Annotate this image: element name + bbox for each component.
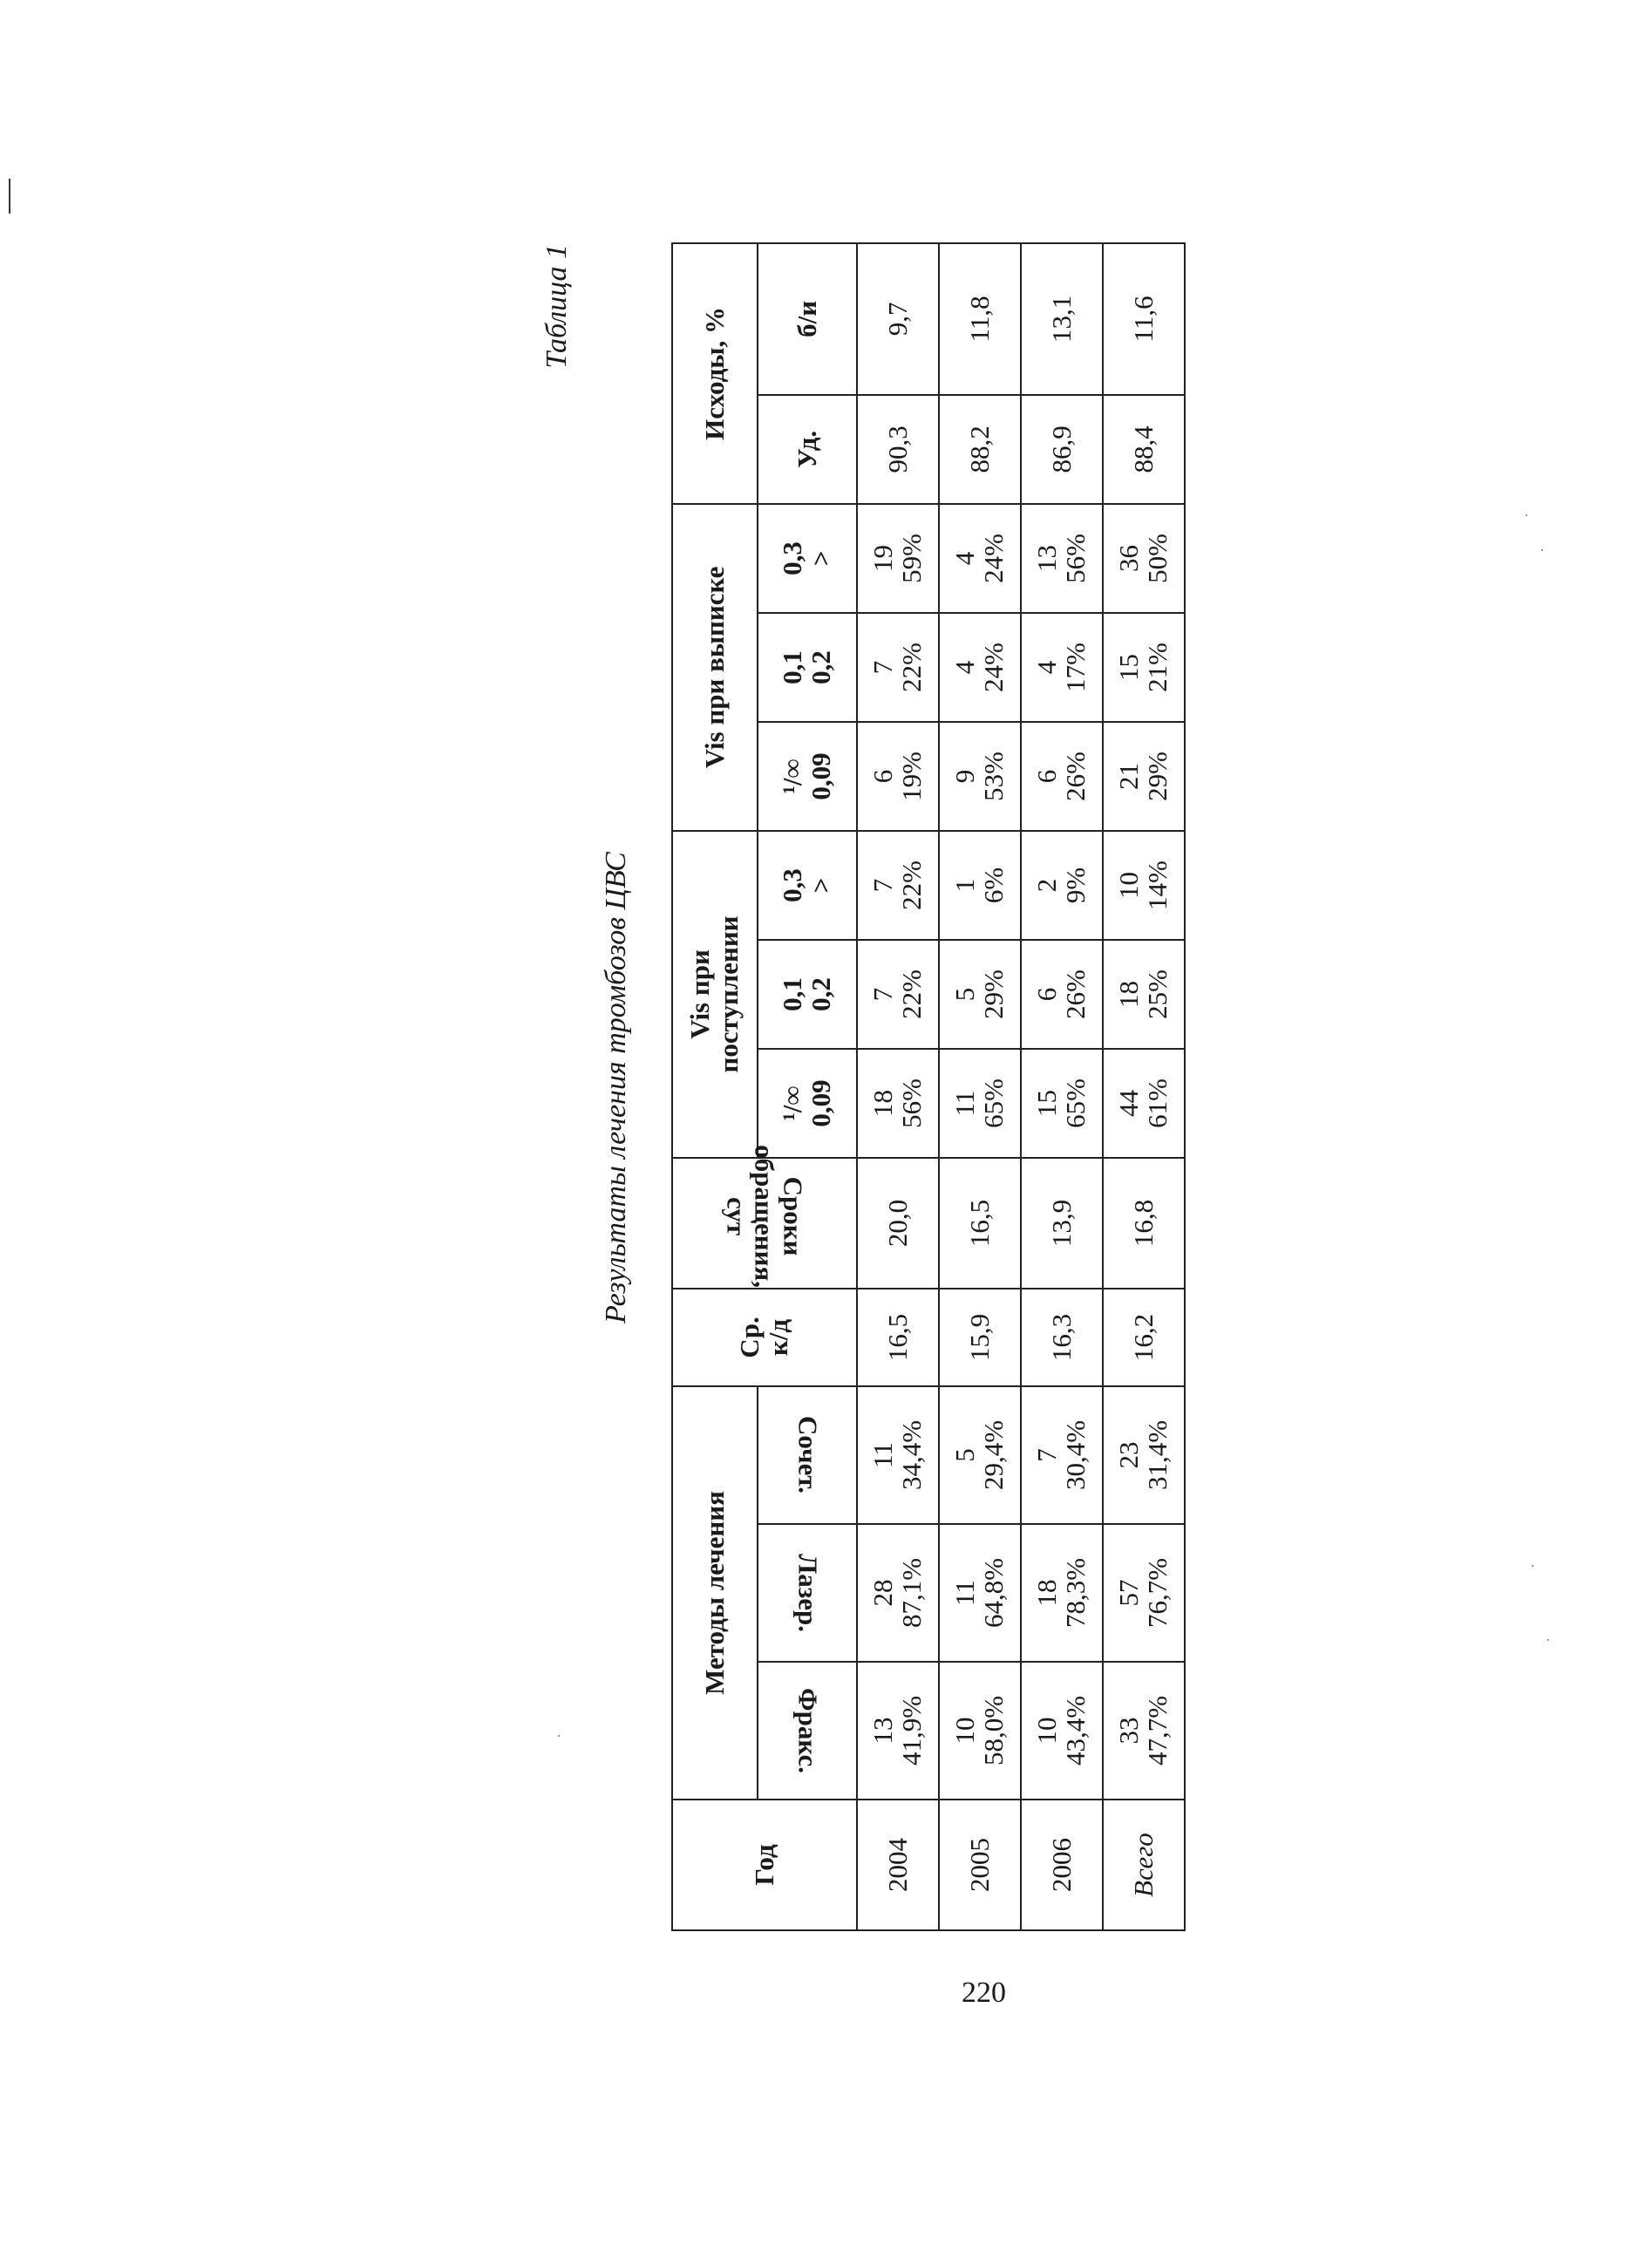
- header-method-combined-text: Сочет.: [792, 1416, 824, 1494]
- cell-terms: [857, 1158, 939, 1289]
- cell-vis-admission-value: 6%: [978, 867, 1009, 904]
- cell-vis-admission: [857, 831, 939, 940]
- cell-method-value: 30,4%: [1060, 1419, 1091, 1491]
- cell-outcome: [939, 243, 1021, 395]
- header-methods-group: Методы лечения: [672, 1386, 758, 1800]
- cell-vis-discharge-value: 56%: [1060, 534, 1091, 583]
- cell-method-value: 28: [867, 1579, 899, 1607]
- cell-vis-discharge-value: 26%: [1060, 752, 1091, 801]
- header-method-combined: [758, 1386, 857, 1524]
- header-vis-dis-col-1: [758, 722, 857, 831]
- cell-vis-discharge-value: 4: [949, 551, 981, 566]
- scan-speck: [1541, 549, 1543, 551]
- cell-method: [939, 1524, 1021, 1662]
- cell-method-value: 33: [1113, 1717, 1145, 1745]
- cell-vis-discharge: [939, 722, 1021, 831]
- header-terms-flipped: [722, 1145, 807, 1288]
- cell-avg-kd: [857, 1289, 939, 1386]
- cell-vis-admission-value: 61%: [1142, 1078, 1173, 1128]
- cell-avg-kd: [1103, 1289, 1185, 1386]
- header-vis-adm-col-2: [758, 940, 857, 1049]
- header-avg-kd-line1: Ср.: [734, 1317, 765, 1358]
- cell-method-value: 23: [1113, 1441, 1145, 1469]
- cell-outcome: [857, 395, 939, 504]
- cell-method-value: 11: [949, 1580, 981, 1606]
- cell-outcome: [1103, 243, 1185, 395]
- vis-col-label: ¹/∞: [777, 1085, 808, 1121]
- vis-col-label: 0,3: [777, 868, 808, 902]
- cell-vis-admission-value: 9%: [1060, 867, 1091, 904]
- page-number: 220: [962, 1977, 1006, 2009]
- cell-method: [1103, 1386, 1185, 1524]
- table-body: [857, 243, 1185, 1930]
- cell-vis-discharge-value: 7: [867, 660, 899, 675]
- cell-vis-discharge-value: 21%: [1142, 643, 1173, 692]
- cell-method-value: 5: [949, 1448, 981, 1462]
- cell-vis-admission-value: 11: [949, 1090, 981, 1117]
- vis-col-label: 0,09: [806, 752, 836, 800]
- header-vis-adm-col-1: [758, 1049, 857, 1158]
- cell-vis-admission: [939, 940, 1021, 1049]
- vis-col-label: 0,2: [806, 650, 836, 684]
- cell-outcome-value: 86,9: [1045, 425, 1077, 473]
- cell-vis-discharge-value: 4: [949, 660, 981, 675]
- cell-vis-admission-value: 14%: [1142, 861, 1173, 910]
- vis-col-label: >: [806, 550, 836, 567]
- cell-outcome-value: 13,1: [1045, 295, 1077, 344]
- cell-outcome-value: 88,4: [1127, 425, 1159, 473]
- cell-method-value: 11: [867, 1442, 899, 1468]
- cell-vis-admission-value: 7: [867, 987, 899, 1002]
- cell-method-value: 34,4%: [896, 1419, 927, 1491]
- cell-vis-discharge: [1103, 613, 1185, 722]
- cell-vis-admission-value: 25%: [1142, 970, 1173, 1019]
- cell-vis-discharge-value: 17%: [1060, 643, 1091, 692]
- cell-avg-kd-value: 16,5: [881, 1313, 913, 1362]
- cell-vis-discharge-value: 4: [1031, 660, 1063, 675]
- cell-method-value: 76,7%: [1142, 1557, 1173, 1629]
- header-row-columns: [758, 243, 857, 1930]
- header-vis-admission: [672, 831, 758, 1158]
- cell-method-value: 87,1%: [896, 1557, 927, 1629]
- cell-vis-admission: [1021, 831, 1103, 940]
- cell-method: [939, 1386, 1021, 1524]
- cell-year-value: Всего: [1127, 1833, 1159, 1897]
- vis-col-label: 0,3: [777, 541, 808, 575]
- cell-vis-admission: [1021, 940, 1103, 1049]
- cell-year-value: 2004: [881, 1838, 913, 1892]
- cell-vis-admission-value: 18: [1113, 980, 1145, 1008]
- header-outcomes-group: Исходы, %: [672, 243, 758, 504]
- cell-terms-value: 13,9: [1045, 1199, 1077, 1248]
- cell-terms: [939, 1158, 1021, 1289]
- cell-method: [857, 1386, 939, 1524]
- cell-outcome-value: 90,3: [881, 425, 913, 473]
- header-avg-kd-line2: к/д: [763, 1318, 793, 1357]
- cell-vis-discharge-value: 50%: [1142, 534, 1173, 583]
- scan-speck: [1526, 514, 1527, 516]
- cell-terms: [1021, 1158, 1103, 1289]
- header-row-groups: [672, 243, 758, 1930]
- cell-vis-admission-value: 56%: [896, 1078, 927, 1128]
- cell-terms-value: 16,5: [963, 1199, 995, 1248]
- cell-year-value: 2006: [1045, 1838, 1077, 1892]
- table-title: Результаты лечения тромбозов ЦВС: [600, 852, 632, 1323]
- cell-vis-admission-value: 10: [1113, 871, 1145, 899]
- vis-col-label: ¹/∞: [777, 759, 808, 794]
- cell-vis-admission: [1103, 940, 1185, 1049]
- cell-vis-admission-value: 65%: [978, 1078, 1009, 1128]
- header-terms-line2: сут: [721, 1196, 752, 1236]
- cell-method-value: 78,3%: [1060, 1557, 1091, 1629]
- cell-method-value: 13: [867, 1717, 899, 1745]
- cell-method: [1103, 1524, 1185, 1662]
- cell-method-value: 57: [1113, 1579, 1145, 1607]
- cell-method-value: 43,4%: [1060, 1695, 1091, 1766]
- header-avg-kd: [672, 1289, 857, 1386]
- cell-vis-admission-value: 65%: [1060, 1078, 1091, 1128]
- header-terms-line1: Сроки обращения,: [750, 1145, 809, 1288]
- cell-vis-admission-value: 26%: [1060, 970, 1091, 1019]
- cell-terms-value: 16,8: [1127, 1199, 1159, 1248]
- cell-year: [1021, 1800, 1103, 1930]
- cell-outcome: [857, 243, 939, 395]
- cell-vis-discharge: [939, 613, 1021, 722]
- cell-vis-admission-value: 18: [867, 1089, 899, 1117]
- vis-col-label: 0,09: [806, 1079, 836, 1127]
- cell-method-value: 41,9%: [896, 1695, 927, 1766]
- header-outcome-improved: Уд.: [758, 395, 857, 504]
- cell-terms: [1103, 1158, 1185, 1289]
- cell-vis-admission: [857, 1049, 939, 1158]
- cell-vis-discharge-value: 24%: [978, 534, 1009, 583]
- cell-vis-discharge-value: 9: [949, 769, 981, 784]
- cell-outcome: [1021, 243, 1103, 395]
- cell-outcome-value: 11,8: [963, 296, 995, 343]
- cell-vis-discharge-value: 53%: [978, 752, 1009, 801]
- cell-method-value: 7: [1031, 1448, 1063, 1462]
- cell-method: [1103, 1662, 1185, 1800]
- cell-vis-discharge: [1021, 613, 1103, 722]
- cell-year: [1103, 1800, 1185, 1930]
- cell-method-value: 64,8%: [978, 1557, 1009, 1629]
- cell-vis-admission: [939, 831, 1021, 940]
- header-method-laser: [758, 1524, 857, 1662]
- cell-outcome: [939, 395, 1021, 504]
- cell-method: [1021, 1662, 1103, 1800]
- cell-vis-discharge: [857, 504, 939, 613]
- cell-outcome: [1021, 395, 1103, 504]
- header-method-laser-text: Лазер.: [792, 1554, 824, 1632]
- cell-vis-admission-value: 22%: [896, 970, 927, 1019]
- table-row: [857, 243, 939, 1930]
- header-method-fraks-text: Фракс.: [792, 1688, 824, 1773]
- cell-avg-kd-value: 16,2: [1127, 1313, 1159, 1362]
- cell-method-value: 10: [1031, 1717, 1063, 1745]
- cell-outcome: [1103, 395, 1185, 504]
- scan-speck: [1532, 1565, 1533, 1567]
- header-vis-admission-line1: Vis при: [684, 949, 716, 1039]
- cell-vis-admission-value: 29%: [978, 970, 1009, 1019]
- cell-vis-admission: [939, 1049, 1021, 1158]
- cell-vis-admission-value: 6: [1031, 987, 1063, 1002]
- header-vis-dis-col-2: [758, 613, 857, 722]
- cell-method: [857, 1524, 939, 1662]
- header-year: Год: [672, 1800, 857, 1930]
- cell-vis-admission-value: 1: [949, 878, 981, 893]
- header-vis-dis-col-3: [758, 504, 857, 613]
- cell-method-value: 58,0%: [978, 1695, 1009, 1766]
- cell-vis-discharge-value: 24%: [978, 643, 1009, 692]
- cell-vis-discharge-value: 59%: [896, 534, 927, 583]
- cell-method: [1021, 1386, 1103, 1524]
- cell-vis-admission-value: 2: [1031, 878, 1063, 893]
- header-method-fraks: [758, 1662, 857, 1800]
- cell-outcome-value: 9,7: [881, 302, 913, 337]
- cell-vis-discharge-value: 22%: [896, 643, 927, 692]
- cell-avg-kd-value: 15,9: [963, 1313, 995, 1362]
- cell-vis-discharge-value: 6: [867, 769, 899, 784]
- cell-avg-kd: [939, 1289, 1021, 1386]
- cell-vis-admission-value: 15: [1031, 1089, 1063, 1117]
- header-terms: [672, 1145, 857, 1289]
- vis-col-label: >: [806, 877, 836, 894]
- cell-vis-discharge-value: 29%: [1142, 752, 1173, 801]
- cell-vis-discharge-value: 19: [867, 544, 899, 572]
- cell-vis-admission: [1103, 831, 1185, 940]
- cell-year: [939, 1800, 1021, 1930]
- cell-vis-discharge-value: 13: [1031, 544, 1063, 572]
- cell-avg-kd: [1021, 1289, 1103, 1386]
- cell-method-value: 10: [949, 1717, 981, 1745]
- cell-year: [857, 1800, 939, 1930]
- scan-artifact: [9, 179, 10, 214]
- cell-vis-admission-value: 22%: [896, 861, 927, 910]
- cell-vis-discharge: [1103, 504, 1185, 613]
- header-outcome-unchanged: б/и: [758, 243, 857, 395]
- cell-vis-discharge: [857, 722, 939, 831]
- cell-vis-admission: [857, 940, 939, 1049]
- cell-year-value: 2005: [963, 1838, 995, 1892]
- cell-outcome-value: 88,2: [963, 425, 995, 473]
- cell-vis-discharge-value: 15: [1113, 653, 1145, 681]
- table-row: [939, 243, 1021, 1930]
- table-row: [1021, 243, 1103, 1930]
- cell-method-value: 29,4%: [978, 1419, 1009, 1491]
- cell-vis-discharge: [939, 504, 1021, 613]
- cell-vis-admission-value: 44: [1113, 1089, 1145, 1117]
- cell-vis-admission: [1103, 1049, 1185, 1158]
- cell-terms-value: 20,0: [881, 1199, 913, 1248]
- vis-col-label: 0,1: [777, 650, 808, 684]
- cell-vis-discharge: [1021, 722, 1103, 831]
- rotated-table-page: [540, 244, 1325, 1931]
- table-row: [1103, 243, 1185, 1930]
- cell-method: [939, 1662, 1021, 1800]
- vis-col-label: 0,1: [777, 977, 808, 1011]
- scan-speck: [1547, 1639, 1549, 1641]
- cell-vis-discharge-value: 36: [1113, 544, 1145, 572]
- cell-method: [857, 1662, 939, 1800]
- cell-vis-admission: [1021, 1049, 1103, 1158]
- header-vis-admission-line2: поступлении: [713, 915, 744, 1073]
- cell-outcome-value: 11,6: [1127, 296, 1159, 343]
- vis-col-label: 0,2: [806, 977, 836, 1011]
- cell-method-value: 31,4%: [1142, 1419, 1173, 1491]
- results-table: [671, 242, 1186, 1931]
- cell-method-value: 18: [1031, 1579, 1063, 1607]
- table-caption: Таблица 1: [540, 244, 573, 369]
- cell-method-value: 47,7%: [1142, 1695, 1173, 1766]
- cell-vis-admission-value: 7: [867, 878, 899, 893]
- cell-vis-discharge-value: 6: [1031, 769, 1063, 784]
- cell-vis-discharge: [1103, 722, 1185, 831]
- cell-method: [1021, 1524, 1103, 1662]
- cell-vis-discharge-value: 19%: [896, 752, 927, 801]
- cell-vis-discharge: [857, 613, 939, 722]
- header-vis-discharge: Vis при выписке: [672, 504, 758, 831]
- cell-avg-kd-value: 16,3: [1045, 1313, 1077, 1362]
- cell-vis-discharge: [1021, 504, 1103, 613]
- header-vis-adm-col-3: [758, 831, 857, 940]
- cell-vis-discharge-value: 21: [1113, 762, 1145, 790]
- cell-vis-admission-value: 5: [949, 987, 981, 1002]
